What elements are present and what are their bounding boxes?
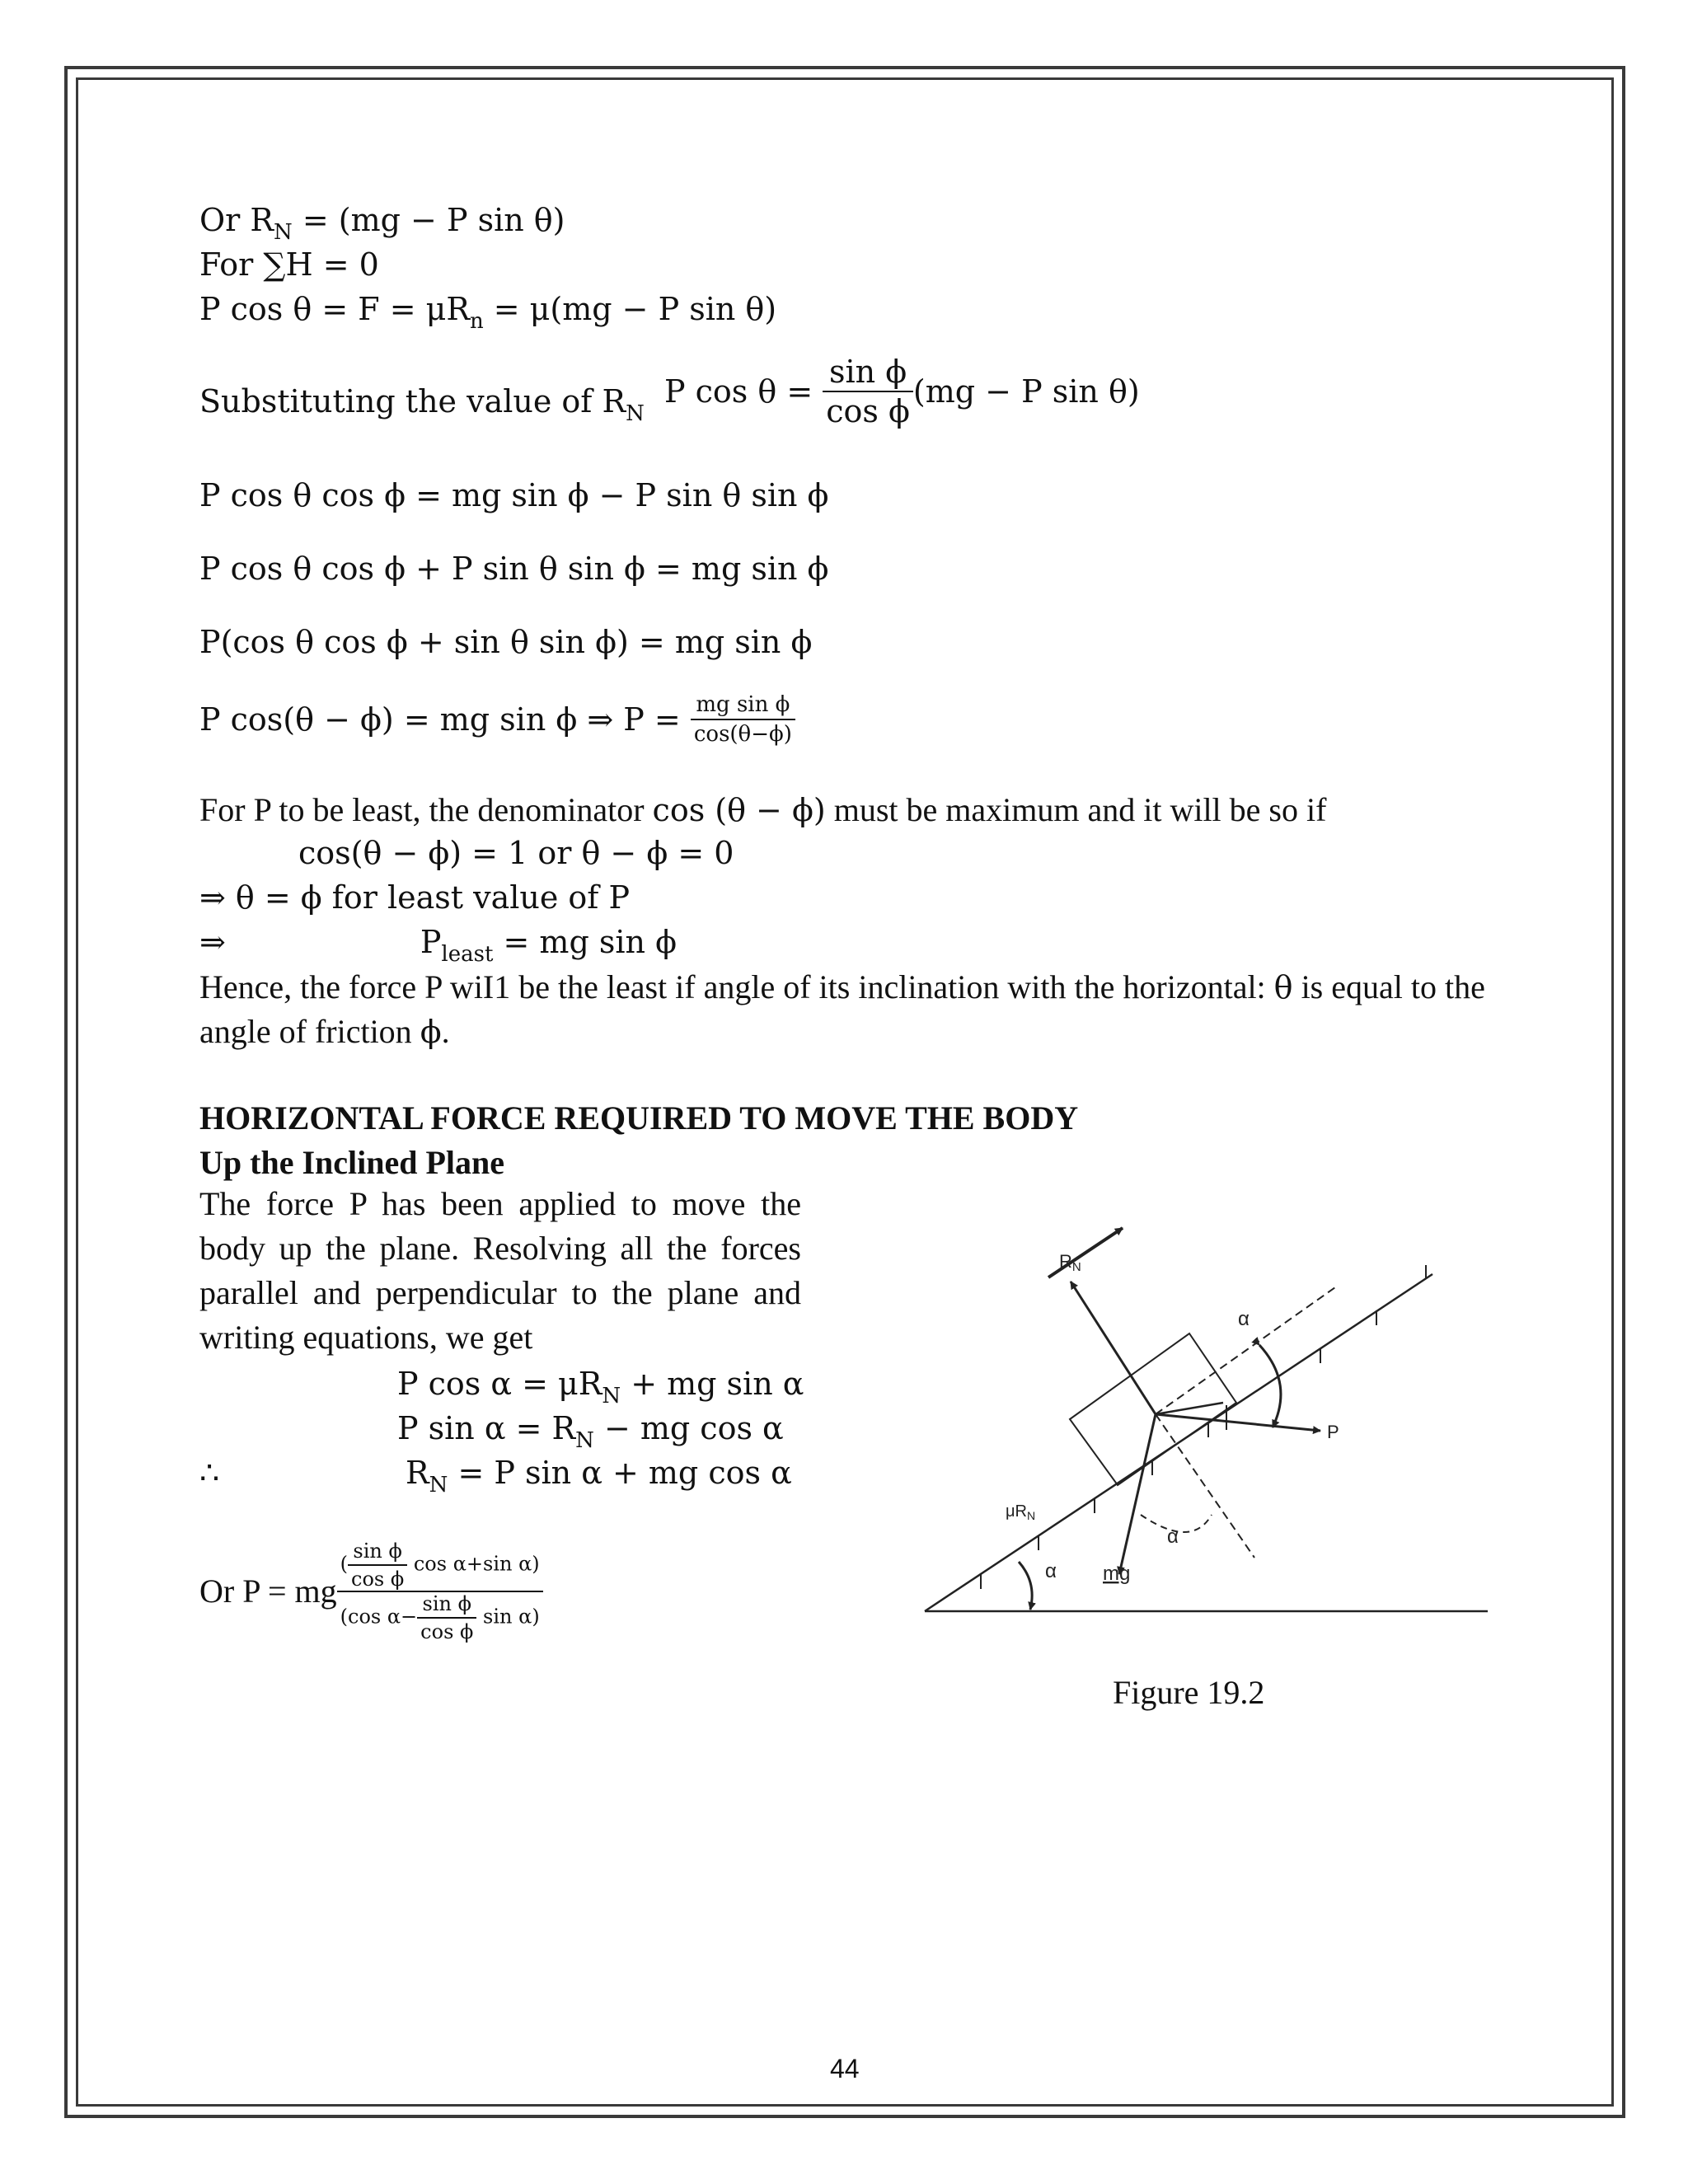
page-number: 44 — [830, 2054, 860, 2083]
normal-reaction-arrow — [1071, 1282, 1156, 1414]
label-mg: mg — [1103, 1563, 1131, 1585]
inclined-plane-figure — [907, 1187, 1500, 1632]
conclusion-line-1: Hence, the force P wiI1 be the least if angle of its inclination with the horizontal: θ is equal to the — [199, 968, 1485, 1005]
least-condition-text: For P to be least, the denominator cos (θ − ϕ) must be maximum and it will be so if — [199, 791, 1327, 828]
equation-step-3: P(cos θ cos ϕ + sin θ sin ϕ) = mg sin ϕ — [199, 624, 813, 660]
label-rn: RN — [1059, 1251, 1081, 1274]
paragraph-line: The force P has been applied to move the — [199, 1185, 801, 1222]
paragraph-line: body up the plane. Resolving all the forces — [199, 1230, 801, 1267]
section-paragraph — [199, 1182, 801, 1360]
least-p-equation: ⇒ $P_{least}$ = mg sin ϕ — [199, 924, 677, 967]
weight-arrow — [1119, 1414, 1156, 1574]
label-alpha-base: α — [1045, 1560, 1057, 1582]
label-alpha-top: α — [1238, 1308, 1250, 1330]
label-alpha-mid: α — [1167, 1526, 1179, 1548]
incline-equation-1: P $\cos \alpha = \mu R_N$ + mg sin α — [397, 1366, 804, 1408]
equation-rn: Or $R_N = (mg - P$ sin θ) — [199, 202, 565, 245]
equation-step-1: P cos θ cos ϕ = mg sin ϕ − P sin θ sin ϕ — [199, 477, 829, 513]
paragraph-line: writing equations, we get — [199, 1319, 533, 1356]
least-theta-equals-phi: ⇒ θ = ϕ for least value of P — [199, 879, 631, 916]
label-mu-rn: $\mu R_N$ — [1006, 1502, 1036, 1522]
equation-substituted: P cos θ = $\frac{\text{sin ϕ}}{\text{cos ϕ}}$ (mg − P sin θ) — [664, 354, 1140, 429]
alpha-arc-base — [1019, 1562, 1032, 1610]
section-heading: HORIZONTAL FORCE REQUIRED TO MOVE THE BODY — [199, 1099, 1079, 1137]
least-condition-equation: cos(θ − ϕ) = 1 or θ − ϕ = 0 — [298, 835, 734, 871]
conclusion-line-2: angle of friction ϕ. — [199, 1013, 450, 1050]
incline-equation-2: P $\sin \alpha = R_N$ − mg cos α — [397, 1410, 784, 1453]
applied-force-arrow — [1156, 1414, 1320, 1431]
therefore-symbol: ∴ — [199, 1455, 220, 1491]
equation-p-result: P cos(θ − ϕ) = mg sin ϕ ⇒ P = $\frac{\text{mg sin ϕ}}{\cos(\theta-\phi)}$ — [199, 694, 795, 745]
equation-sum-h: For ∑H = 0 — [199, 246, 379, 283]
substitution-label: Substituting the value of $R_N$ — [199, 383, 645, 426]
equation-pcos-friction: P $\cos \theta = F = \mu R_n = \mu(mg - P$ sin θ) — [199, 291, 777, 334]
friction-line — [1156, 1403, 1223, 1414]
figure-caption: Figure 19.2 — [1113, 1674, 1265, 1711]
paragraph-line: parallel and perpendicular to the plane and — [199, 1274, 801, 1311]
label-p: P — [1327, 1422, 1339, 1442]
equation-step-2: P cos θ cos ϕ + P sin θ sin ϕ = mg sin ϕ — [199, 551, 829, 587]
dashed-incline-parallel — [1156, 1287, 1335, 1414]
incline-equation-3: $R_N = P$ sin α + mg cos α — [406, 1455, 792, 1497]
section-subheading: Up the Inclined Plane — [199, 1144, 505, 1181]
final-force-equation: Or P = mg ( $\frac{\text{sin ϕ}}{\text{cos ϕ}}$ cos α+sin α) (cos α− $\frac{\text{sin ϕ}}{\text{cos ϕ}}$ sin α) — [199, 1541, 543, 1642]
